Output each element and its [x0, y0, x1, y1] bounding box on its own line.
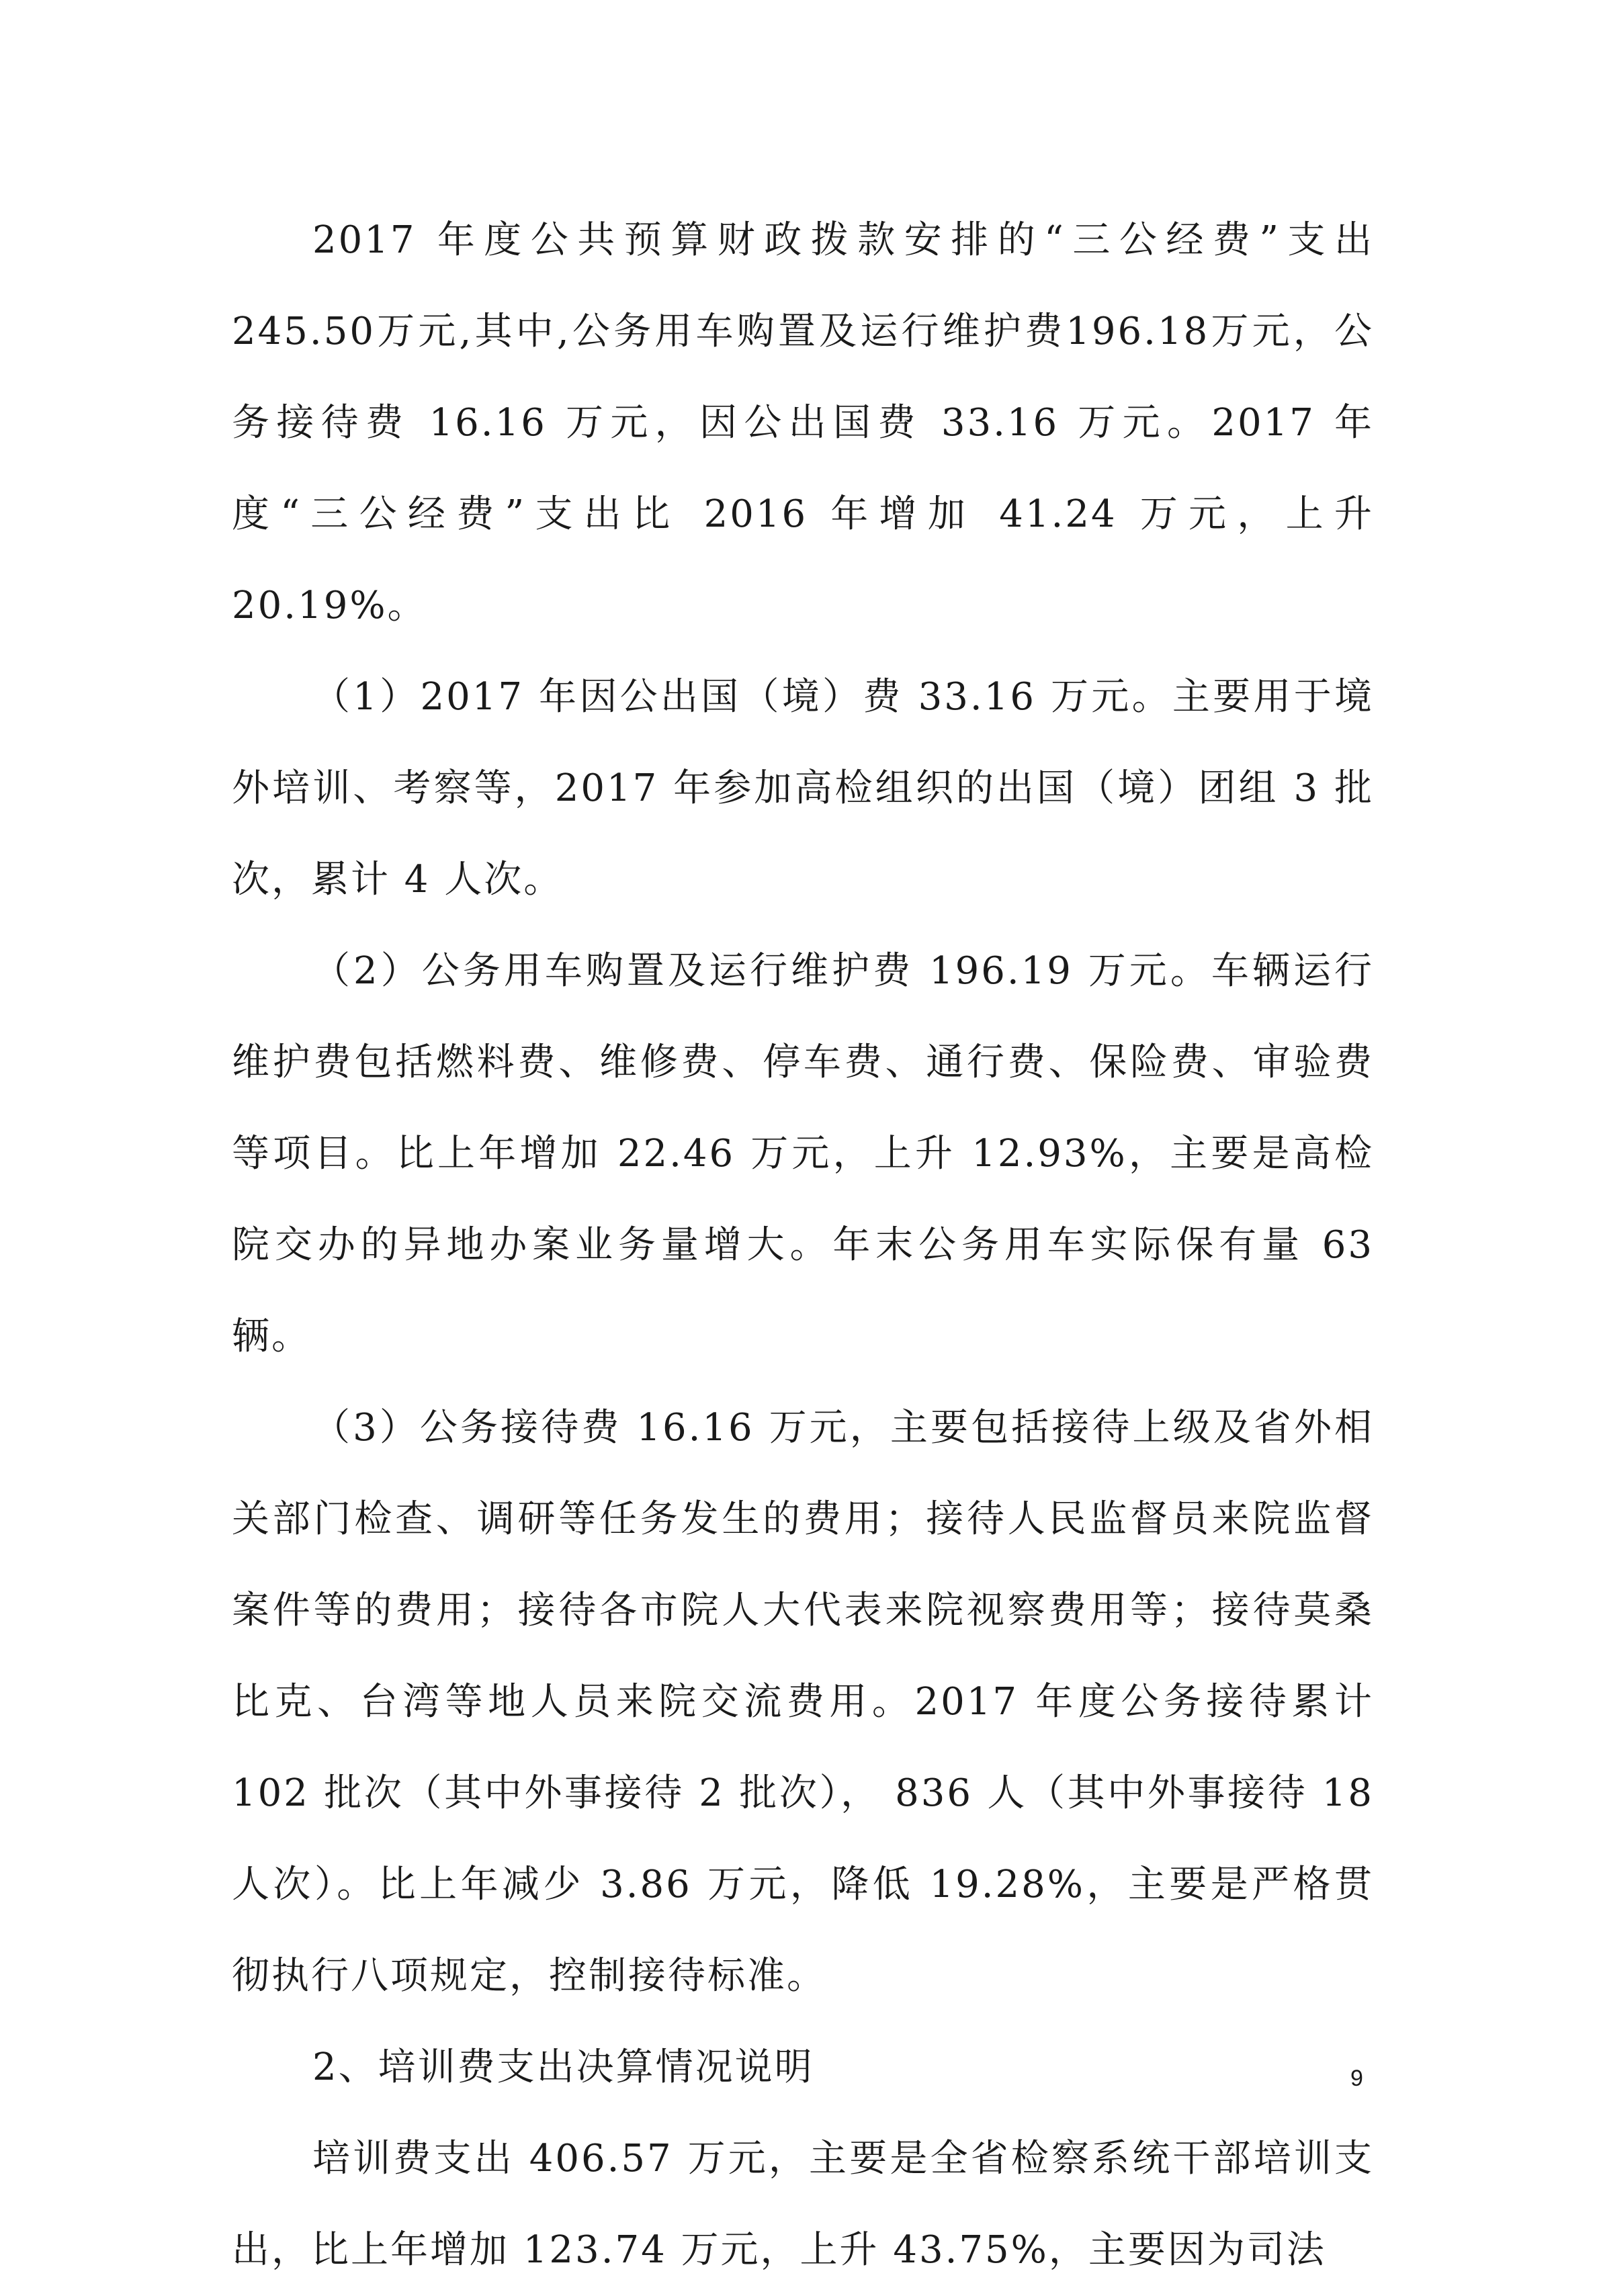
paragraph-overseas-travel-expenses: （1）2017 年因公出国（境）费 33.16 万元。主要用于境外培训、考察等，2017 年参加高检组织的出国（境）团组 3 批次，累计 4 人次。 — [232, 675, 1374, 901]
paragraph-official-reception-expenses: （3）公务接待费 16.16 万元，主要包括接待上级及省外相关部门检查、调研等任务发生的费用；接待人民监督员来院监督案件等的费用；接待各市院人大代表来院视察费用等；接待莫桑比克、台湾等地人员来院交流费用。2017 年度公务接待累计 102 批次（其中外事接待 2 批次）， 836 人（其中外事接待 18 人次）。比上年减少 3.86 万元，降低 19.28%，主要是严格贯彻执行八项规定，控制接待标准。 — [232, 1406, 1374, 1998]
paragraph-training-expenses: 培训费支出 406.57 万元，主要是全省检察系统干部培训支出，比上年增加 123.74 万元，上升 43.75%，主要因为司法 — [232, 2137, 1374, 2272]
paragraph-three-public-expenses-summary: 2017 年度公共预算财政拨款安排的“三公经费”支出 245.50万元,其中,公务用车购置及运行维护费196.18万元，公务接待费 16.16 万元，因公出国费 33.16 万元。2017 年度“三公经费”支出比 2016 年增加 41.24 万元，上升 20.19%。 — [232, 218, 1374, 627]
document-body — [232, 195, 1374, 2296]
paragraph-official-vehicle-expenses: （2）公务用车购置及运行维护费 196.19 万元。车辆运行维护费包括燃料费、维修费、停车费、通行费、保险费、审验费等项目。比上年增加 22.46 万元，上升 12.93%，主要是高检院交办的异地办案业务量增大。年末公务用车实际保有量 63 辆。 — [232, 949, 1374, 1358]
page-number: 9 — [1350, 2066, 1363, 2091]
section-heading-training-expenses: 2、培训费支出决算情况说明 — [312, 2045, 814, 2089]
